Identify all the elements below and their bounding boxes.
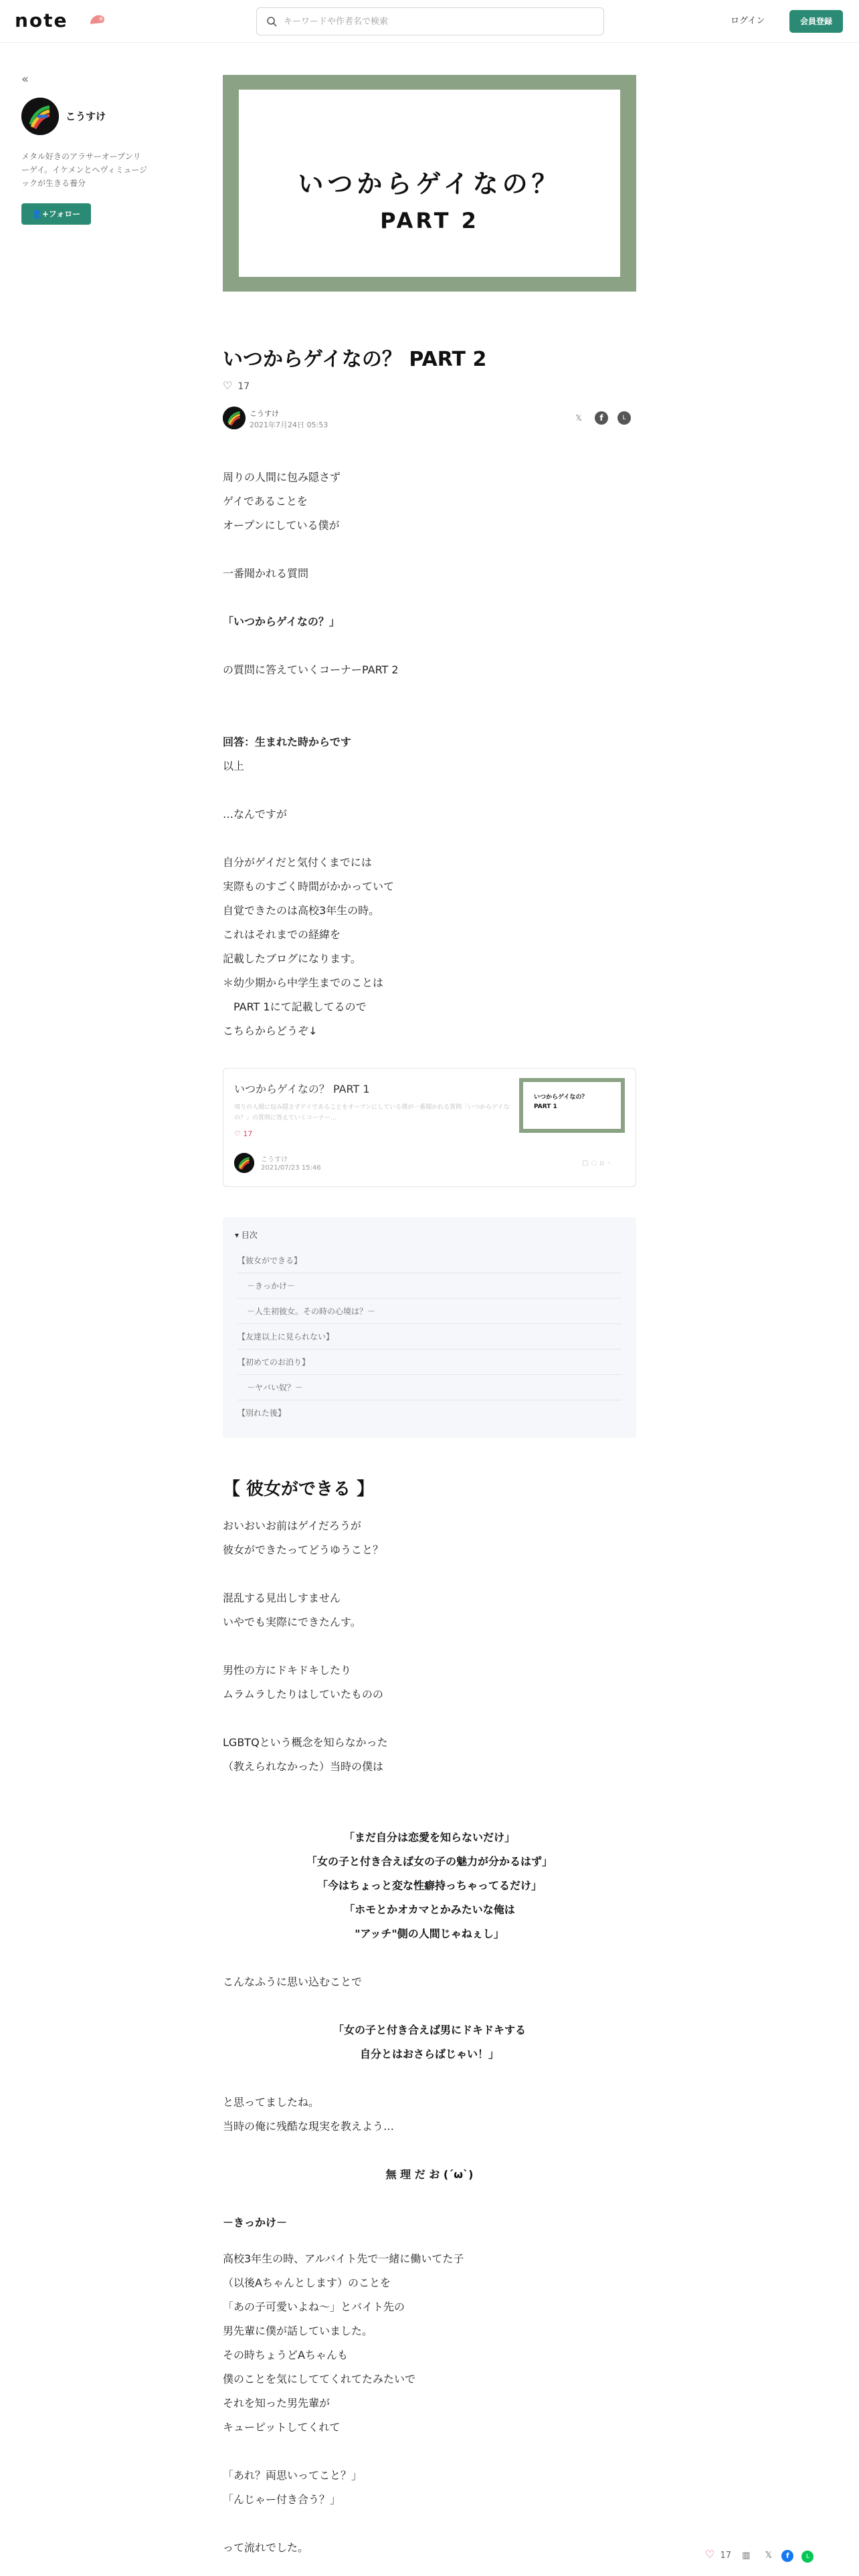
toc-item[interactable]: 【友達以上に見られない】 — [237, 1324, 622, 1350]
like-row[interactable] — [223, 379, 250, 392]
section2-paragraph-3: って流れでした。 — [223, 2541, 309, 2554]
embed-author-name: こうすけ — [261, 1156, 288, 1164]
signup-button[interactable]: 会員登録 — [789, 10, 843, 33]
follow-button[interactable] — [21, 203, 91, 225]
embed-thumb-subtitle: PART 1 — [534, 1103, 557, 1110]
section1-paragraph-1: おいおいお前はゲイだろうが 彼女ができたってどうゆうこと？ — [223, 1519, 384, 1556]
section1-paragraph-5: こんなふうに思い込むことで — [223, 1975, 363, 1988]
collapse-sidebar-icon[interactable]: « — [21, 72, 29, 86]
embed-thumb-title: いつからゲイなの？ — [534, 1094, 588, 1101]
section-heading: 【 彼女ができる 】 — [223, 1479, 375, 1499]
line-share-icon[interactable]: L — [617, 411, 631, 425]
avatar-logo-icon — [223, 407, 246, 429]
centered-quote-1: 「まだ自分は恋愛を知らないだけ」 「女の子と付き合えば女の子の魅力が分かるはず」 「今はちょっと変な性癖持っちゃってるだけ」 「ホモとかオカマとかみたいな俺は "アッチ"側の人間じゃねぇし」 — [306, 1831, 553, 1940]
toc-item[interactable]: 【初めてのお泊り】 — [237, 1350, 622, 1375]
section2-paragraph-2: 「あれ？両思いってこと？」 「んじゃー付き合う？」 — [223, 2469, 363, 2506]
toc-item[interactable]: －人生初彼女。その時の心境は？－ — [237, 1299, 622, 1324]
toc-item[interactable]: －ヤバい奴？－ — [237, 1375, 622, 1400]
author-bio: メタル好きのアラサーオープンリーゲイ。イケメンとヘヴィミュージックが生きる養分 — [21, 152, 148, 188]
section2-paragraph-1: 高校3年生の時、アルバイト先で一緒に働いてた子 （以後Aちゃんとします）のことを 「あの子可愛いよね〜」とバイト先の 男先輩に僕が話していました。 その時ちょうどAちゃんも 僕のことを気にしててくれてたみたいで それを知った男先輩が キューピットしてくれて — [223, 2252, 464, 2434]
intro-answer: 回答：生まれた時からです 以上 — [223, 736, 351, 772]
follow-label: フォロー — [48, 209, 81, 219]
embed-like: ♡ 17 — [234, 1130, 253, 1138]
heart-icon[interactable]: ♡ — [705, 2548, 715, 2561]
intro-paragraph-2: 一番聞かれる質問 — [223, 567, 309, 580]
section1-paragraph-2: 混乱する見出しすません いやでも実際にできたんす。 — [223, 1592, 361, 1628]
facebook-share-icon[interactable]: f — [781, 2550, 793, 2562]
top-header — [0, 0, 859, 43]
caret-down-icon: ▾ — [235, 1230, 242, 1240]
embed-title[interactable]: いつからゲイなの？ PART 1 — [234, 1083, 370, 1095]
like-count: 17 — [237, 381, 250, 392]
line-share-icon[interactable]: L — [801, 2551, 814, 2563]
table-of-contents — [223, 1217, 636, 1438]
hero-inner-card — [239, 90, 620, 277]
heart-icon[interactable]: ♡ — [223, 379, 233, 392]
search-icon — [266, 16, 277, 27]
avatar-logo-icon — [234, 1153, 254, 1173]
toc-item[interactable]: 【別れた後】 — [237, 1408, 286, 1418]
search-input[interactable] — [284, 8, 598, 35]
author-avatar[interactable] — [21, 98, 59, 135]
section1-paragraph-3: 男性の方にドキドキしたり ムラムラしたりはしていたものの — [223, 1664, 383, 1701]
hero-image — [223, 75, 636, 292]
floating-action-bar — [705, 2548, 814, 2564]
embed-action-icons[interactable]: ▢◌▫◦ — [582, 1160, 613, 1167]
embedded-article-card[interactable] — [223, 1068, 636, 1187]
x-share-icon[interactable]: 𝕏 — [765, 2551, 773, 2561]
magazine-add-icon[interactable]: ▥ — [742, 2551, 751, 2561]
x-share-icon[interactable]: 𝕏 — [575, 413, 582, 423]
article-author-name[interactable]: こうすけ — [250, 409, 279, 418]
toc-heading[interactable]: ▾ 目次 — [235, 1230, 258, 1240]
article-title: いつからゲイなの？ PART 2 — [223, 348, 487, 371]
embed-date: 2021/07/23 15:46 — [261, 1164, 321, 1172]
hero-title: いつからゲイなの？ — [298, 169, 561, 199]
intro-paragraph-4: の質問に答えていくコーナーPART 2 — [223, 663, 399, 676]
subsection-heading: －きっかけ－ — [223, 2216, 288, 2229]
intro-question: 「いつからゲイなの？」 — [223, 615, 340, 628]
hero-subtitle: PART 2 — [380, 208, 479, 233]
embed-thumbnail[interactable] — [519, 1078, 625, 1133]
intro-paragraph-1: 周りの人間に包み隠さず ゲイであることを オープンにしている僕が — [223, 471, 341, 532]
facebook-share-icon[interactable]: f — [595, 411, 608, 425]
section1-paragraph-4: LGBTQという概念を知らなかった （教えられなかった）当時の僕は — [223, 1736, 388, 1773]
user-plus-icon: 👤+ — [31, 209, 49, 219]
avatar-logo-icon — [21, 98, 59, 135]
embed-author-avatar[interactable] — [234, 1153, 254, 1173]
article-author-avatar[interactable] — [223, 407, 246, 429]
note-logo[interactable]: note — [15, 9, 68, 31]
search-box[interactable] — [256, 7, 604, 35]
centered-quote-2: 「女の子と付き合えば男にドキドキする 自分とはおさらばじゃい！」 — [332, 2024, 526, 2060]
bottom-like-count: 17 — [720, 2551, 732, 2561]
toc-item[interactable]: －きっかけ－ — [237, 1273, 622, 1299]
toc-item[interactable]: 【彼女ができる】 — [237, 1248, 622, 1273]
section1-paragraph-6: と思ってましたね。 当時の俺に残酷な現実を教えよう… — [223, 2096, 395, 2133]
campaign-badge-icon[interactable] — [89, 12, 106, 27]
embed-description: 周りの人間に包み隠さずゲイであることをオープンにしている僕が一番聞かれる質問「いつからゲイなの？」の質問に答えていくコーナー… — [234, 1104, 510, 1121]
centered-shout: 無 理 だ お (´ω`) — [385, 2168, 474, 2181]
intro-paragraph-6: …なんですが — [223, 808, 288, 821]
sidebar-author-name[interactable]: こうすけ — [66, 110, 106, 122]
login-link[interactable]: ログイン — [731, 16, 765, 26]
article-date: 2021年7月24日 05:53 — [250, 421, 328, 429]
heart-icon: ♡ — [234, 1130, 244, 1138]
intro-paragraph-7: 自分がゲイだと気付くまでには 実際ものすごく時間がかかっていて 自覚できたのは高校3年生の時。 これはそれまでの経緯を 記載したブログになります。 ＊幼少期から中学生までのことは PART 1にて記載してるので こちらからどうぞ↓ — [223, 856, 395, 1037]
